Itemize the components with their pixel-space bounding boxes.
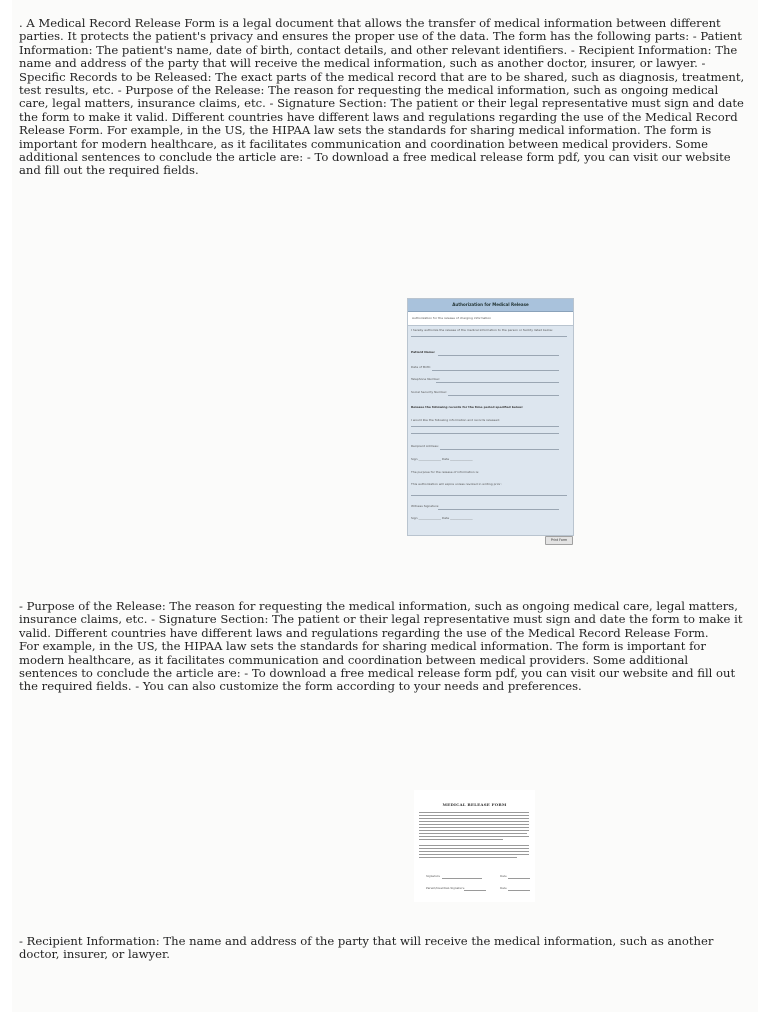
text-line	[419, 851, 529, 852]
form-witness-sign: Sign _______________ Date _______________	[411, 516, 473, 520]
signature-line	[464, 890, 486, 891]
text-line	[419, 848, 529, 849]
form-line	[411, 336, 567, 337]
form2-date-label: Date	[500, 874, 507, 878]
text-line	[419, 845, 529, 846]
text-line	[419, 812, 529, 813]
form-intro: I hereby authorize the release of the medical information to the person or facility listed below:	[411, 328, 553, 332]
signature-line	[442, 878, 482, 879]
article-paragraph	[19, 600, 749, 694]
form-line	[432, 370, 559, 371]
text-line	[419, 836, 529, 837]
text-line	[419, 839, 503, 840]
date-line	[508, 878, 530, 879]
form-dob: Date of Birth:	[411, 365, 432, 369]
form-line	[438, 509, 559, 510]
form2-signature-label: Signature	[426, 874, 440, 878]
document-page	[12, 0, 758, 1012]
text-line	[419, 818, 529, 819]
form-line	[436, 382, 559, 383]
form-patient-name: Patient Name:	[411, 350, 436, 354]
form-line	[438, 355, 559, 356]
form-line	[440, 449, 559, 450]
form-purpose: The purpose for the release of information is:	[411, 470, 480, 474]
form-line	[411, 426, 559, 427]
text-line	[419, 824, 529, 825]
form-line	[411, 495, 567, 496]
text-line	[419, 857, 517, 858]
form-sign-date: Sign _______________ Date _______________	[411, 457, 473, 461]
medical-release-form-image-2	[414, 790, 535, 902]
form-expiration: This authorization will expire unless revoked in writing prior:	[411, 482, 502, 486]
article-paragraph: . A Medical Record Release Form is a legal document that allows the transfer of medical information between different parties. It protects the patient's privacy and ensures the proper use of the data. The form has the following parts: - Patient Information: The patient's name, date of birth, contact details, and other relevant identifiers. - Recipient Information: The name and address of the party that will receive the medical information, such as another doctor, insurer, or lawyer. - Specific Records to be Released: The exact parts of the medical record that are to be shared, such as diagnosis, treatment, test results, etc. - Purpose of the Release: The reason for requesting the medical information, such as ongoing medical care, legal matters, insurance claims, etc. - Signature Section: The patient or their legal representative must sign and date the form to make it valid. Different countries have different laws and regulations regarding the use of the Medical Record Release Form. For example, in the US, the HIPAA law sets the standards for sharing medical information. The form is important for modern healthcare, as it facilitates communication and coordination between medical providers. Some additional sentences to conclude the article are: - To download a free medical release form pdf, you can visit our website and fill out the required fields.	[19, 16, 745, 178]
form-witness: Witness Signature:	[411, 504, 440, 508]
form-line	[448, 395, 559, 396]
form-recipient-address: Recipient Address:	[411, 444, 439, 448]
article-paragraph: - Recipient Information: The name and address of the party that will receive the medical information, such as another doctor, insurer, or lawyer.	[19, 934, 714, 962]
article-paragraph-part: For example, in the US, the HIPAA law sets the standards for sharing medical information. The form is important for modern healthcare, as it facilitates communication and coordination between medical providers. Some additional sentences to conclude the article are: - To download a free medical release form pdf, you can visit our website and fill out the required fields. - You can also customize the form according to your needs and preferences.	[19, 639, 736, 694]
form2-date-label: Date	[500, 886, 507, 890]
form2-title: MEDICAL RELEASE FORM	[442, 802, 507, 807]
form-line	[411, 433, 559, 434]
form-telephone: Telephone Number:	[411, 377, 441, 381]
article-paragraph-part: - Purpose of the Release: The reason for requesting the medical information, such as ongoing medical care, legal matters, insurance claims, etc. - Signature Section: The patient or their legal representative must sign and date the form to make it valid. Different countries have different laws and regulations regarding the use of the Medical Record Release Form.	[19, 599, 743, 640]
text-line	[419, 833, 527, 834]
text-line	[419, 830, 529, 831]
form-ssn: Social Security Number:	[411, 390, 448, 394]
medical-release-form-image	[407, 298, 574, 536]
print-form-button[interactable]: Print Form	[545, 536, 573, 545]
text-line	[419, 815, 529, 816]
text-line	[419, 854, 529, 855]
form-records-heading: Release the following records for the time period specified below:	[411, 405, 523, 409]
form-title: Authorization for Medical Release	[408, 299, 573, 312]
form-subtitle: Authorization for the release of charging information	[408, 312, 573, 326]
text-line	[419, 821, 529, 822]
form2-guardian-label: Parent/Guardian Signature	[426, 886, 465, 890]
text-line	[419, 827, 529, 828]
date-line	[508, 890, 530, 891]
form-records-detail: I would like the following information and records released:	[411, 418, 500, 422]
